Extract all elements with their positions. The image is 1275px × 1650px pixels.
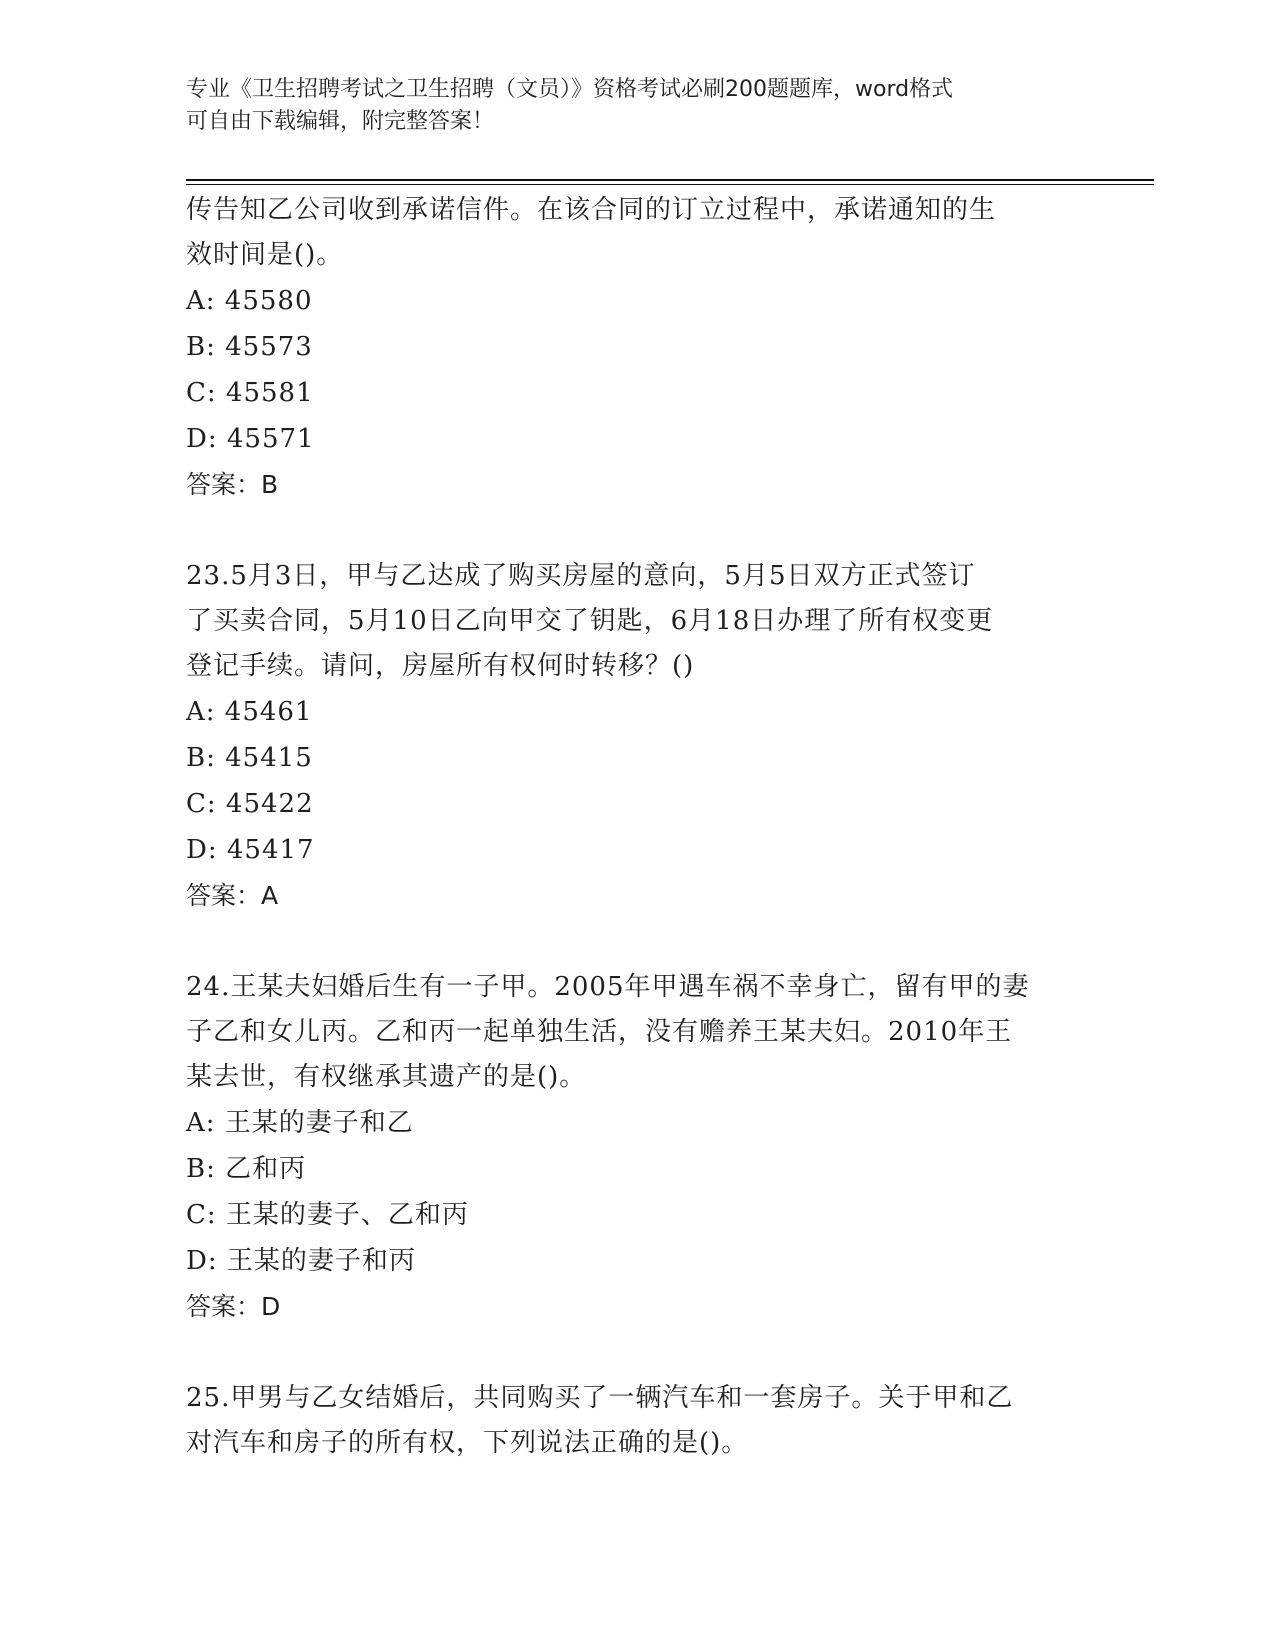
question-text-line: 传告知乙公司收到承诺信件。在该合同的订立过程中，承诺通知的生 — [186, 195, 997, 225]
header-line-2: 可自由下载编辑，附完整答案！ — [186, 109, 495, 134]
spacer — [186, 508, 1086, 554]
question-text-line: 23.5月3日，甲与乙达成了购买房屋的意向，5月5日双方正式签订 — [186, 561, 976, 591]
option-d: D: 45571 — [186, 424, 315, 454]
question-22 — [186, 188, 1086, 508]
option-a: A: 45580 — [186, 286, 313, 316]
option-b: B: 45573 — [186, 332, 313, 362]
option-c: C: 王某的妻子、乙和丙 — [186, 1200, 469, 1230]
question-text-line: 子乙和女儿丙。乙和丙一起单独生活，没有赡养王某夫妇。2010年王 — [186, 1017, 1013, 1047]
option-b: B: 45415 — [186, 743, 313, 773]
option-a: A: 45461 — [186, 697, 313, 727]
option-d: D: 王某的妻子和丙 — [186, 1246, 416, 1276]
header-line-1: 专业《卫生招聘考试之卫生招聘（文员）》资格考试必刷200题题库，word格式 — [186, 77, 954, 102]
question-text-line: 效时间是()。 — [186, 240, 344, 270]
answer: 答案：B — [186, 470, 279, 499]
answer: 答案：A — [186, 881, 279, 910]
question-text-line: 对汽车和房子的所有权，下列说法正确的是()。 — [186, 1428, 749, 1458]
question-text-line: 了买卖合同，5月10日乙向甲交了钥匙，6月18日办理了所有权变更 — [186, 606, 994, 636]
option-a: A: 王某的妻子和乙 — [186, 1108, 414, 1138]
question-text-line: 25.甲男与乙女结婚后，共同购买了一辆汽车和一套房子。关于甲和乙 — [186, 1383, 1014, 1413]
header-rule-thin — [186, 184, 1154, 185]
question-list — [186, 188, 1086, 1466]
spacer — [186, 1330, 1086, 1376]
header-rule-thick — [186, 179, 1154, 181]
question-23 — [186, 554, 1086, 919]
option-d: D: 45417 — [186, 835, 315, 865]
spacer — [186, 919, 1086, 965]
question-text-line: 24.王某夫妇婚后生有一子甲。2005年甲遇车祸不幸身亡，留有甲的妻 — [186, 972, 1030, 1002]
option-c: C: 45581 — [186, 378, 314, 408]
question-text-line: 登记手续。请问，房屋所有权何时转移？() — [186, 651, 695, 681]
question-text-line: 某去世，有权继承其遗产的是()。 — [186, 1062, 587, 1092]
option-c: C: 45422 — [186, 789, 314, 819]
question-25 — [186, 1376, 1086, 1466]
document-header — [186, 74, 1066, 138]
option-b: B: 乙和丙 — [186, 1154, 307, 1184]
answer: 答案：D — [186, 1292, 281, 1321]
question-24 — [186, 965, 1086, 1330]
